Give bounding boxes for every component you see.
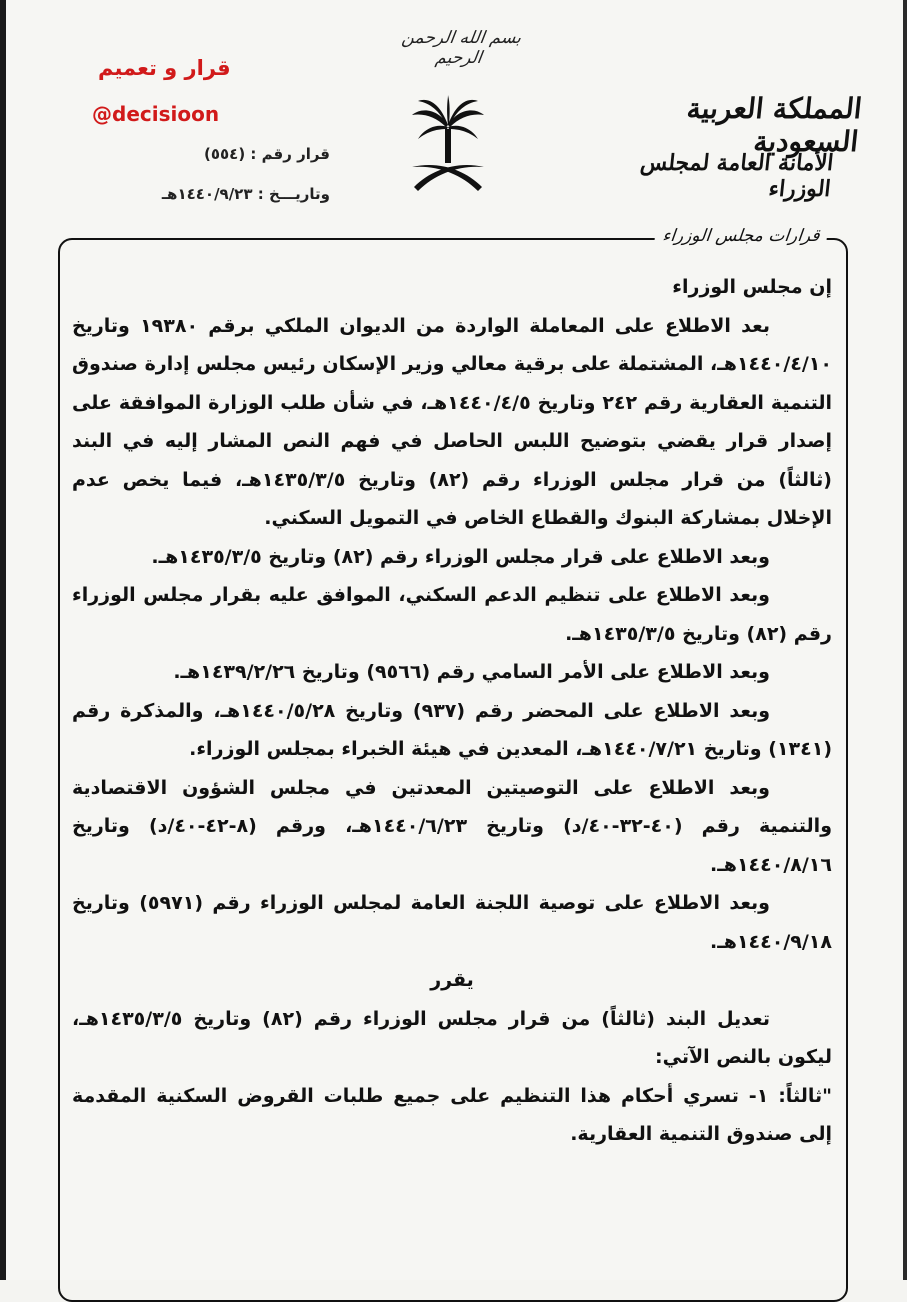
page-edge-right [903, 0, 907, 1280]
paragraph-7: وبعد الاطلاع على توصية اللجنة العامة لمجلس الوزراء رقم (٥٩٧١) وتاريخ ١٤٤٠/٩/١٨هـ. [72, 892, 832, 953]
paragraph-3: وبعد الاطلاع على تنظيم الدعم السكني، الموافق عليه بقرار مجلس الوزراء رقم (٨٢) وتاريخ ١٤٣٥/٣/٥هـ. [72, 584, 832, 645]
decisions-label: قرارات مجلس الوزراء [654, 226, 828, 246]
basmala-calligraphy: بسم الله الرحمن الرحيم [400, 28, 523, 68]
decision-number: قرار رقم : (٥٥٤) [204, 145, 330, 163]
paragraph-1: بعد الاطلاع على المعاملة الواردة من الديوان الملكي برقم ١٩٣٨٠ وتاريخ ١٤٤٠/٤/١٠هـ، المشتملة على برقية معالي وزير الإسكان رئيس مجلس إدارة صندوق التنمية العقارية رقم ٢٤٢ وتاريخ ١٤٤٠/٤/٥هـ، في شأن طلب الوزارة الموافقة على إصدار قرار يقضي بتوضيح اللبس الحاصل في فهم النص المشار إليه في البند (ثالثاً) من قرار مجلس الوزراء رقم (٨٢) وتاريخ ١٤٣٥/٣/٥هـ، فيما يخص عدم الإخلال بمشاركة البنوك والقطاع الخاص في التمويل السكني. [72, 314, 833, 529]
decides-heading: يقرر [430, 969, 474, 991]
clause-paragraph: "ثالثاً: ١- تسري أحكام هذا التنظيم على جميع طلبات القروض السكنية المقدمة إلى صندوق التنمية العقارية. [72, 1084, 833, 1145]
paragraph-4: وبعد الاطلاع على الأمر السامي رقم (٩٥٦٦) وتاريخ ١٤٣٩/٢/٢٦هـ. [173, 661, 770, 683]
decision-date: وتاريـــخ : ١٤٤٠/٩/٢٣هـ [161, 185, 330, 203]
watermark-title: قرار و تعميم [98, 56, 231, 80]
paragraph-2: وبعد الاطلاع على قرار مجلس الوزراء رقم (٨٢) وتاريخ ١٤٣٥/٣/٥هـ. [151, 545, 770, 568]
page-edge-left [0, 0, 6, 1280]
watermark-handle: @decisioon [92, 102, 220, 126]
saudi-emblem-icon [410, 95, 486, 195]
paragraph-6: وبعد الاطلاع على التوصيتين المعدتين في مجلس الشؤون الاقتصادية والتنمية رقم (٤٠-٣٢-٤٠/د) وتاريخ ١٤٤٠/٦/٢٣هـ، ورقم (٨-٤٢-٤٠/د) وتاريخ ١٤٤٠/٨/١٦هـ. [72, 776, 832, 876]
kingdom-name: المملكة العربية السعودية [685, 92, 864, 158]
secretariat-name: الأمانة العامة لمجلس الوزراء [638, 150, 835, 202]
document-body [72, 268, 832, 1154]
opening-line: إن مجلس الوزراء [672, 276, 832, 298]
paragraph-5: وبعد الاطلاع على المحضر رقم (٩٣٧) وتاريخ ١٤٤٠/٥/٢٨هـ، والمذكرة رقم (١٣٤١) وتاريخ ١٤٤٠/٧/٢١هـ، المعدين في هيئة الخبراء بمجلس الوزراء. [72, 699, 832, 760]
amendment-paragraph: تعديل البند (ثالثاً) من قرار مجلس الوزراء رقم (٨٢) وتاريخ ١٤٣٥/٣/٥هـ، ليكون بالنص الآتي: [72, 1007, 832, 1068]
